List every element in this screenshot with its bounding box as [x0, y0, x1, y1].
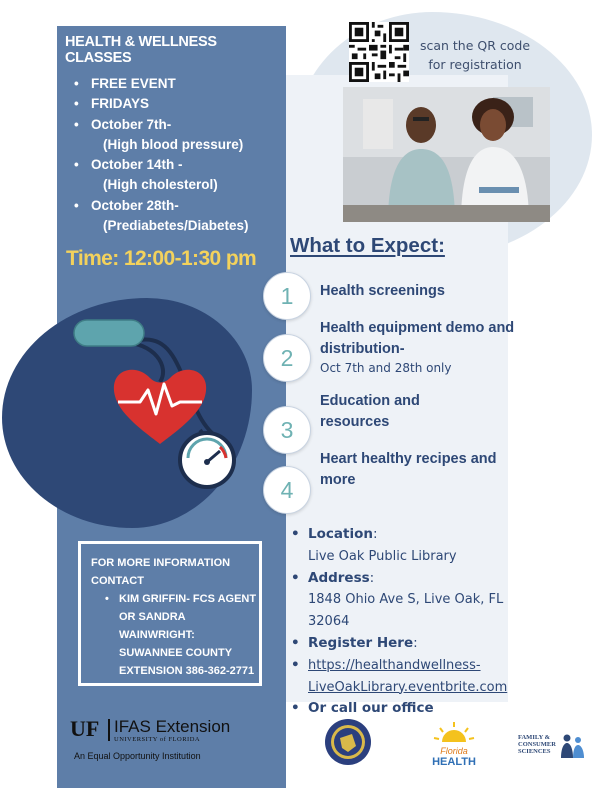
equal-opportunity-text: An Equal Opportunity Institution — [74, 751, 201, 761]
step-text-3 — [320, 391, 450, 433]
call-item — [290, 698, 540, 720]
step-label: Health equipment demo and distribution- — [320, 320, 515, 357]
step-number-3: 3 — [263, 406, 311, 454]
event-item — [74, 155, 249, 196]
qr-code-icon[interactable] — [349, 22, 409, 82]
register-link-item — [290, 655, 540, 699]
what-to-expect-heading: What to Expect: — [290, 234, 445, 257]
event-time: Time: 12:00-1:30 pm — [66, 247, 257, 270]
logo-divider — [108, 719, 110, 741]
event-item — [74, 94, 249, 114]
event-topic: (High blood pressure) — [103, 136, 244, 152]
sun-icon — [432, 722, 476, 742]
step-number-4: 4 — [263, 466, 311, 514]
uf-ifas-logo — [70, 716, 280, 756]
event-item — [74, 74, 249, 94]
suwannee-county-seal-icon — [324, 718, 372, 766]
register-item — [290, 633, 540, 655]
event-main: October 14th - — [91, 157, 183, 173]
florida-text: Florida — [440, 746, 468, 756]
uf-logo-mark: UF — [70, 716, 100, 741]
contact-item: • KIM GRIFFIN- FCS AGENT OR SANDRA WAINWRIGHT: SUWANNEE COUNTY EXTENSION 386-362-2771 — [105, 590, 259, 680]
event-item — [74, 115, 249, 156]
family-consumer-sciences-logo — [518, 732, 588, 762]
step-label: Education and resources — [320, 393, 420, 430]
colon: : — [372, 526, 378, 542]
health-text: HEALTH — [432, 756, 476, 768]
location-value: Live Oak Public Library — [308, 548, 457, 564]
family-figures-icon — [558, 732, 586, 760]
event-list — [62, 74, 249, 236]
location-item — [290, 524, 540, 568]
fcs-line-3: SCIENCES — [518, 748, 551, 755]
step-label: Heart healthy recipes and more — [320, 451, 497, 488]
step-number-1: 1 — [263, 272, 311, 320]
event-topic: (Prediabetes/Diabetes) — [103, 218, 249, 234]
event-main: October 7th- — [91, 116, 172, 132]
contact-heading: FOR MORE INFORMATION CONTACT — [91, 557, 231, 587]
contact-info-box — [78, 541, 262, 686]
event-details-list — [290, 524, 540, 720]
fcs-line-1: FAMILY & — [518, 734, 551, 741]
step-note: Oct 7th and 28th only — [320, 361, 452, 375]
event-item — [74, 196, 249, 237]
address-label: Address — [308, 569, 370, 586]
address-item — [290, 568, 540, 633]
university-of-florida-text: UNIVERSITY of FLORIDA — [114, 736, 201, 743]
florida-health-logo — [432, 722, 476, 768]
step-label: Health screenings — [320, 283, 445, 299]
event-topic: (High cholesterol) — [103, 177, 218, 193]
event-main: October 28th- — [91, 197, 179, 213]
blood-pressure-heart-icon — [60, 312, 260, 492]
register-label: Register Here — [308, 634, 414, 651]
event-main: FRIDAYS — [91, 96, 150, 112]
ifas-extension-text: IFAS Extension — [114, 717, 231, 736]
address-value: 1848 Ohio Ave S, Live Oak, FL 32064 — [308, 592, 504, 630]
step-text-4 — [320, 449, 500, 491]
registration-link[interactable]: https://healthandwellness-LiveOakLibrary.eventbrite.com — [308, 657, 508, 695]
colon: : — [369, 569, 375, 586]
people-photo — [343, 87, 550, 222]
event-main: FREE EVENT — [91, 76, 176, 91]
classes-title: HEALTH & WELLNESS CLASSES — [65, 34, 217, 66]
step-number-2: 2 — [263, 334, 311, 382]
call-office-label: Or call our office — [308, 700, 434, 717]
qr-caption: scan the QR code for registration — [419, 38, 531, 72]
step-text-2 — [320, 318, 520, 377]
fcs-line-2: CONSUMER — [518, 741, 556, 748]
contact-list — [91, 590, 259, 680]
colon: : — [413, 634, 418, 651]
location-label: Location — [308, 526, 373, 542]
step-text-1 — [320, 281, 520, 302]
